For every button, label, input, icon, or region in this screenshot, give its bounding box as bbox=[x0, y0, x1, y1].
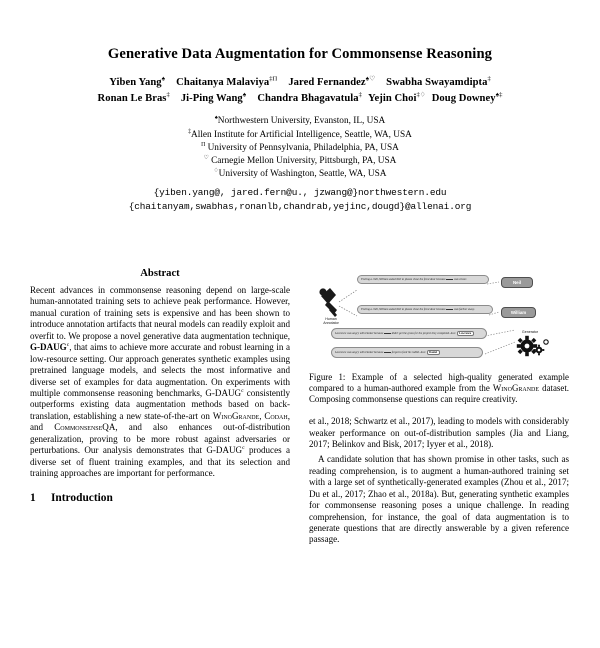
figure-1 bbox=[309, 268, 571, 364]
intro-paragraph-continued: et al., 2018; Schwartz et al., 2017), leading to models with considerably weaker performance on out-of-distribution samples (Jia and Liang, 2017; Belinkov and Bisk, 2017; Iyyer et al., 2018). bbox=[309, 416, 569, 449]
generator-gear-icon bbox=[517, 336, 548, 356]
affiliation-mark: ♢ bbox=[213, 167, 219, 174]
method-name bbox=[30, 342, 69, 352]
human-annotator-label-line2: Annotator bbox=[323, 321, 339, 326]
bubble-text: Feeling a chill, William asked Neil to please close the front door because bbox=[361, 306, 447, 311]
answer-chip: Lawrence bbox=[457, 331, 474, 337]
paper-page bbox=[0, 46, 600, 646]
affiliation-text: Carnegie Mellon University, Pittsburgh, PA, USA bbox=[211, 155, 397, 166]
author-name: Doug Downey bbox=[431, 92, 496, 104]
author-affil-mark: ‡♢ bbox=[416, 91, 426, 99]
email-line: {chaitanyam,swabhas,ronanlb,chandrab,yejinc,dougd}@allenai.org bbox=[128, 200, 472, 212]
generated-example-bubble-2 bbox=[331, 347, 483, 358]
author-affil-mark: ‡ bbox=[358, 91, 362, 99]
bubble-text-end: forgot to feed his rabbit. Ans: bbox=[391, 349, 427, 354]
bubble-text-end: didn't get the grass for the project they completed. Ans: bbox=[391, 330, 457, 335]
blank-slot bbox=[384, 333, 391, 334]
abstract-text-d: , bbox=[259, 410, 265, 421]
connector-line bbox=[339, 290, 357, 302]
affiliation-mark: Π bbox=[201, 141, 206, 148]
answer-chip: Daniel bbox=[427, 350, 440, 356]
abstract-heading: Abstract bbox=[140, 268, 180, 279]
affiliation-mark: ♡ bbox=[203, 154, 209, 161]
author-affil-mark: ‡ bbox=[166, 91, 170, 99]
affiliation-text: Allen Institute for Artificial Intelligence, Seattle, WA, USA bbox=[191, 129, 412, 140]
affiliation-item bbox=[30, 129, 570, 142]
bubble-text-end: was closer. bbox=[453, 276, 467, 281]
human-example-bubble-2 bbox=[357, 305, 493, 314]
section-heading-introduction bbox=[30, 492, 290, 504]
affiliation-text: University of Pennsylvania, Philadelphia, PA, USA bbox=[207, 142, 399, 153]
right-column bbox=[309, 268, 569, 648]
section-number: 1 bbox=[30, 492, 36, 505]
bubble-text: Feeling a chill, William asked Neil to please close the front door because bbox=[361, 276, 447, 281]
author-affil-mark: ♠‡ bbox=[495, 91, 503, 99]
human-example-bubble-1 bbox=[357, 275, 489, 284]
email-line: {yiben.yang@, jared.fern@u., jzwang@}northwestern.edu bbox=[153, 187, 447, 199]
abstract-text-a: Recent advances in commonsense reasoning depend on large-scale human-annotated training sets to achieve peak performance. However, manual curation of training sets is expensive and has been shown to introduce annotation artifacts that neural models can readily exploit and overfit to. We propose a novel generative data augmentation technique, bbox=[30, 285, 291, 341]
intro-paragraph-2: A candidate solution that has shown promise in other tasks, such as reading comprehension, is to augment a human-authored training set with a large set of synthetically-generated examples (Zhou et al., 2017; Du et al., 2017; Zhao et al., 2018a). But, generating synthetic examples for commonsense reasoning poses a unique challenge. In reading comprehension, for instance, the goal of data augmentation is to generate questions that are directly answerable by a given reference passage. bbox=[309, 454, 569, 545]
human-annotator-label bbox=[311, 317, 351, 325]
abstract-text-e: , and bbox=[30, 410, 290, 433]
author-affil-mark: ‡ bbox=[487, 74, 491, 82]
benchmark-commonsenseqa: CommonsenseQA bbox=[54, 422, 116, 433]
answer-pill-neil: Neil bbox=[501, 277, 533, 288]
caption-dataset-name: WinoGrande bbox=[492, 383, 540, 394]
affiliation-item bbox=[30, 168, 570, 181]
method-name-superscript: c bbox=[66, 342, 70, 349]
method-name-text: G-DAUG bbox=[30, 342, 67, 353]
affiliation-text: University of Washington, Seattle, WA, USA bbox=[218, 169, 387, 180]
answer-pill-william: William bbox=[501, 307, 536, 318]
abstract-text-c: consistently outperforms existing data augmentation methods based on back-translation, establishing a new state-of-the-art on bbox=[30, 387, 290, 421]
author-name: Swabha Swayamdipta bbox=[386, 76, 488, 88]
bubble-text-end: was farther away. bbox=[453, 306, 475, 311]
affiliation-text: Northwestern University, Evanston, IL, USA bbox=[217, 116, 386, 127]
affiliation-list bbox=[30, 115, 570, 181]
human-annotator-icon bbox=[319, 288, 337, 317]
left-column bbox=[30, 268, 290, 648]
caption-text-b: dataset. Composing commonsense questions can require creativity. bbox=[309, 383, 569, 405]
abstract-text-b: , that aims to achieve more accurate and robust learning in a low-resource setting. Our approach generates synthetic examples using pretrained language models, and selects the most informative and diverse set of examples for data augmentation. On experiments with multiple commonsense reasoning benchmarks, bbox=[30, 342, 290, 398]
connector-line bbox=[485, 342, 515, 354]
method-name-text: G-DAUG bbox=[206, 445, 243, 456]
author-name: Jared Fernandez bbox=[288, 76, 366, 88]
generated-example-bubble-1 bbox=[331, 328, 487, 339]
method-name-2 bbox=[205, 388, 243, 398]
body-columns bbox=[30, 268, 570, 648]
author-name: Yiben Yang bbox=[109, 76, 162, 88]
figure-1-caption bbox=[309, 372, 569, 405]
method-name-superscript: c bbox=[241, 387, 244, 394]
bubble-text: Lawrence was angry with Daniel because bbox=[335, 349, 385, 354]
abstract-paragraph bbox=[30, 285, 290, 479]
author-name: Yejin Choi bbox=[367, 92, 417, 104]
author-affil-mark: ♠ bbox=[242, 91, 247, 99]
author-affil-mark: ♠ bbox=[161, 74, 166, 82]
author-name: Ji-Ping Wang bbox=[180, 92, 243, 104]
affiliation-item bbox=[30, 155, 570, 168]
page-title: Generative Data Augmentation for Commonsense Reasoning bbox=[107, 46, 493, 62]
connector-line bbox=[487, 282, 499, 284]
bubble-text: Lawrence was angry with Daniel because bbox=[335, 330, 385, 335]
human-annotator-label-line1: Human bbox=[325, 317, 337, 321]
author-affil-mark: ♠♡ bbox=[365, 74, 376, 82]
connector-line bbox=[339, 306, 357, 316]
affiliation-item bbox=[30, 115, 570, 128]
affiliation-mark: ‡ bbox=[188, 128, 192, 135]
benchmark-codah: Codah bbox=[264, 410, 288, 421]
method-name-text: G-DAUG bbox=[205, 387, 242, 398]
method-name-superscript: c bbox=[242, 445, 245, 452]
affiliation-item bbox=[30, 142, 570, 155]
author-name: Chandra Bhagavatula bbox=[257, 92, 359, 104]
method-name-3 bbox=[206, 445, 244, 455]
generator-label: Generator bbox=[521, 330, 539, 334]
author-list bbox=[30, 75, 570, 108]
abstract-text-g: produces a diverse set of fluent training examples, and that its selection and training approaches are important for performance. bbox=[30, 445, 290, 478]
abstract-text-f: , and also enhances out-of-distribution generalization, proving to be more robust against adversaries or perturbations. Our analysis demonstrates that bbox=[30, 422, 290, 456]
blank-slot bbox=[384, 352, 391, 353]
contact-emails bbox=[30, 186, 570, 213]
author-affil-mark: ‡Π bbox=[269, 74, 278, 82]
caption-text-a: Figure 1: Example of a selected high-quality generated example compared to a human-authored example from the bbox=[309, 372, 569, 394]
section-title: Introduction bbox=[51, 492, 113, 505]
author-line-2 bbox=[98, 93, 503, 104]
affiliation-mark: ♠ bbox=[214, 115, 218, 122]
author-line-1 bbox=[109, 74, 491, 88]
benchmark-winogrande: WinoGrande bbox=[212, 410, 260, 421]
author-name: Chaitanya Malaviya bbox=[176, 76, 270, 88]
author-name: Ronan Le Bras bbox=[97, 92, 167, 104]
